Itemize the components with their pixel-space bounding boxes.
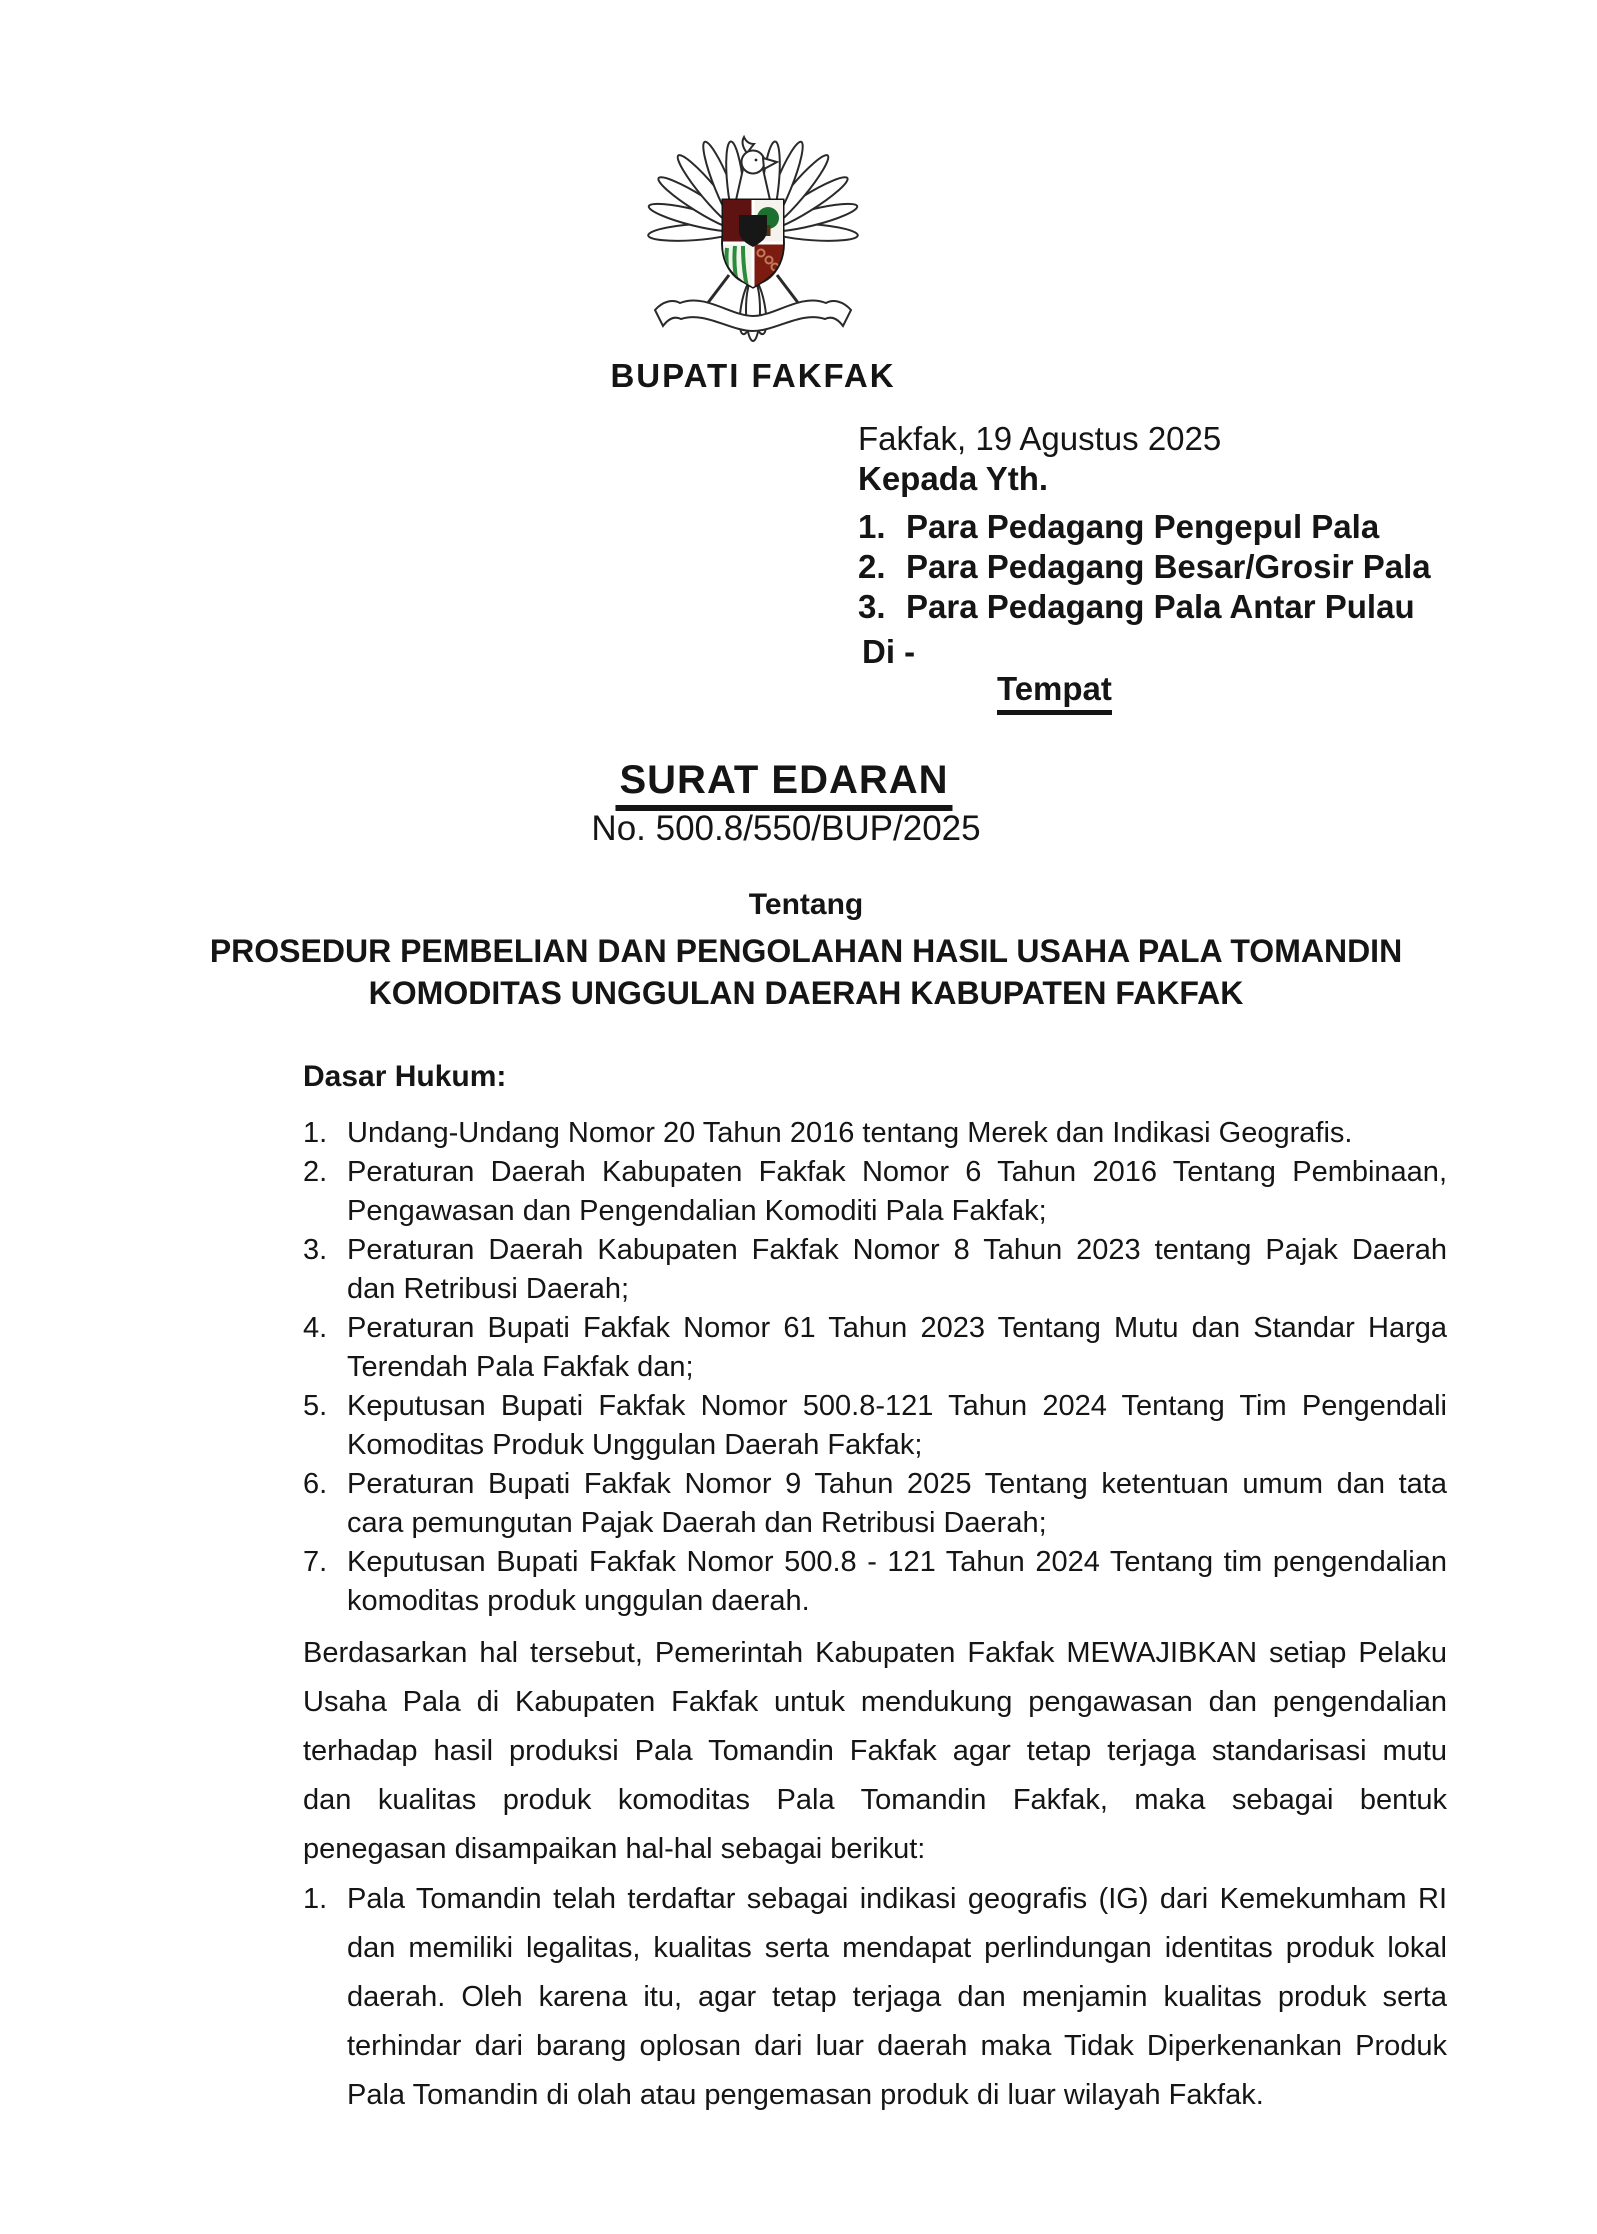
body-paragraph-line: dan kualitas produk komoditas Pala Tomandin Fakfak, maka sebagai bentuk xyxy=(303,1784,1447,1816)
recipient-number: 2. xyxy=(858,548,886,585)
point-line: Pala Tomandin di olah atau pengemasan produk di luar wilayah Fakfak. xyxy=(347,2079,1264,2111)
legal-item-line: Keputusan Bupati Fakfak Nomor 500.8 - 121 Tahun 2024 Tentang tim pengendalian xyxy=(347,1546,1447,1578)
legal-item xyxy=(303,1153,1447,1231)
legal-basis-list xyxy=(303,1114,1447,1621)
letter-title: SURAT EDARAN xyxy=(615,758,952,811)
subject-block xyxy=(150,930,1462,1014)
body-paragraph-line: terhadap hasil produksi Pala Tomandin Fakfak agar tetap terjaga standarisasi mutu xyxy=(303,1735,1447,1767)
legal-item-line: Komoditas Produk Unggulan Daerah Fakfak; xyxy=(347,1429,923,1461)
legal-item xyxy=(303,1231,1447,1309)
legal-item xyxy=(303,1114,1447,1153)
legal-item-number: 2. xyxy=(303,1156,328,1188)
legal-item xyxy=(303,1387,1447,1465)
recipient-item xyxy=(858,507,1431,547)
body-paragraph-line: Berdasarkan hal tersebut, Pemerintah Kabupaten Fakfak MEWAJIBKAN setiap Pelaku xyxy=(303,1637,1447,1669)
point-line: daerah. Oleh karena itu, agar tetap terjaga dan menjamin kualitas produk serta xyxy=(347,1981,1447,2013)
legal-item-number: 4. xyxy=(303,1312,328,1344)
legal-item-line: komoditas produk unggulan daerah. xyxy=(347,1585,810,1617)
letter-number: No. 500.8/550/BUP/2025 xyxy=(591,809,981,848)
legal-item-number: 3. xyxy=(303,1234,328,1266)
legal-item-line: Peraturan Daerah Kabupaten Fakfak Nomor 8 Tahun 2023 tentang Pajak Daerah xyxy=(347,1234,1447,1266)
legal-basis-heading: Dasar Hukum: xyxy=(303,1060,507,1093)
legal-item-line: Keputusan Bupati Fakfak Nomor 500.8-121 Tahun 2024 Tentang Tim Pengendali xyxy=(347,1390,1447,1422)
recipient-number: 3. xyxy=(858,588,886,625)
body-paragraph xyxy=(303,1629,1447,1874)
legal-item-number: 5. xyxy=(303,1390,328,1422)
about-label: Tentang xyxy=(748,888,864,921)
body-paragraph-line: penegasan disampaikan hal-hal sebagai berikut: xyxy=(303,1833,926,1865)
point-line: dan memiliki legalitas, kualitas serta mendapat perlindungan identitas produk lokal xyxy=(347,1932,1447,1964)
recipient-label: Para Pedagang Besar/Grosir Pala xyxy=(906,548,1431,585)
legal-item-line: cara pemungutan Pajak Daerah dan Retribusi Daerah; xyxy=(347,1507,1047,1539)
recipient-list xyxy=(858,507,1431,627)
legal-item xyxy=(303,1543,1447,1621)
legal-item-line: Terendah Pala Fakfak dan; xyxy=(347,1351,694,1383)
at-label: Di - xyxy=(862,633,916,670)
legal-item-line: Pengawasan dan Pengendalian Komoditi Pala Fakfak; xyxy=(347,1195,1047,1227)
recipient-number: 1. xyxy=(858,508,886,545)
body-paragraph-line: Usaha Pala di Kabupaten Fakfak untuk mendukung pengawasan dan pengendalian xyxy=(303,1686,1447,1718)
legal-item-line: dan Retribusi Daerah; xyxy=(347,1273,630,1305)
recipient-label: Para Pedagang Pengepul Pala xyxy=(906,508,1380,545)
legal-item-line: Undang-Undang Nomor 20 Tahun 2016 tentang Merek dan Indikasi Geografis. xyxy=(347,1117,1353,1149)
legal-item-line: Peraturan Daerah Kabupaten Fakfak Nomor 6 Tahun 2016 Tentang Pembinaan, xyxy=(347,1156,1447,1188)
legal-item-number: 6. xyxy=(303,1468,328,1500)
legal-item xyxy=(303,1309,1447,1387)
garuda-pancasila-emblem-icon xyxy=(643,103,863,345)
subject-line: PROSEDUR PEMBELIAN DAN PENGOLAHAN HASIL USAHA PALA TOMANDIN xyxy=(209,933,1403,969)
body-points xyxy=(303,1875,1447,2120)
letterhead-title: BUPATI FAKFAK xyxy=(610,357,896,394)
legal-item-line: Peraturan Bupati Fakfak Nomor 61 Tahun 2023 Tentang Mutu dan Standar Harga xyxy=(347,1312,1447,1344)
place-date-line: Fakfak, 19 Agustus 2025 xyxy=(858,420,1222,457)
legal-item xyxy=(303,1465,1447,1543)
recipient-item xyxy=(858,587,1431,627)
body-point xyxy=(303,1875,1447,2120)
salutation: Kepada Yth. xyxy=(858,460,1049,497)
subject-line: KOMODITAS UNGGULAN DAERAH KABUPATEN FAKFAK xyxy=(368,975,1244,1011)
legal-item-line: Peraturan Bupati Fakfak Nomor 9 Tahun 2025 Tentang ketentuan umum dan tata xyxy=(347,1468,1447,1500)
legal-item-number: 1. xyxy=(303,1117,328,1149)
place-label: Tempat xyxy=(997,670,1112,715)
recipient-item xyxy=(858,547,1431,587)
recipient-label: Para Pedagang Pala Antar Pulau xyxy=(906,588,1415,625)
point-line: terhindar dari barang oplosan dari luar daerah maka Tidak Diperkenankan Produk xyxy=(347,2030,1447,2062)
point-number: 1. xyxy=(303,1883,328,1915)
legal-item-number: 7. xyxy=(303,1546,328,1578)
point-line: Pala Tomandin telah terdaftar sebagai indikasi geografis (IG) dari Kemekumham RI xyxy=(347,1883,1447,1915)
